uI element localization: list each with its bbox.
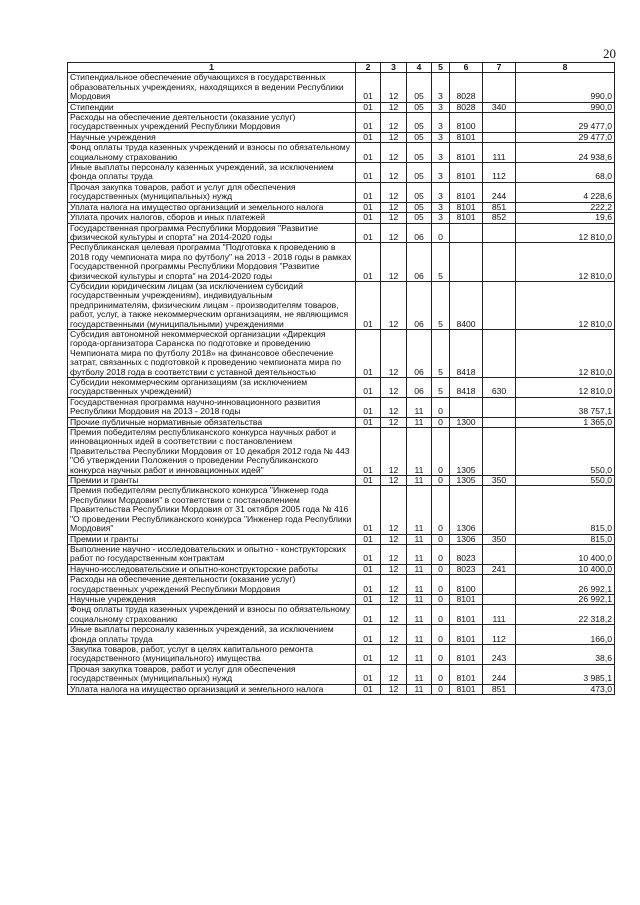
- code-expense-type: [483, 132, 516, 142]
- row-description: Республиканская целевая программа "Подготовка к проведению в 2018 году чемпионата мира по футболу" на 2013 - 2018 годы в рамках Государственной программы Республики Мордовия "Развитие физической культуры и спорта" на 2014-2020 годы: [68, 243, 356, 282]
- code-section: 01: [356, 644, 381, 664]
- code-program: 05: [407, 182, 432, 202]
- column-header: 1: [68, 63, 356, 73]
- code-subsection: 12: [381, 417, 407, 427]
- code-section: 01: [356, 102, 381, 112]
- row-description: Прочие публичные нормативные обязательства: [68, 417, 356, 427]
- code-section: 01: [356, 564, 381, 574]
- row-description: Расходы на обеспечение деятельности (оказание услуг) государственных учреждений Республики Мордовия: [68, 575, 356, 595]
- code-section: 01: [356, 329, 381, 377]
- row-amount: 12 810,0: [516, 281, 615, 329]
- code-expense-type: 851: [483, 684, 516, 694]
- table-row: [68, 378, 615, 398]
- row-amount: 12 810,0: [516, 243, 615, 282]
- table-row: [68, 143, 615, 163]
- row-description: Стипендии: [68, 102, 356, 112]
- code-section: 01: [356, 223, 381, 243]
- code-section: 01: [356, 202, 381, 212]
- code-subprogram: 0: [432, 644, 450, 664]
- row-amount: 815,0: [516, 486, 615, 534]
- row-amount: 166,0: [516, 625, 615, 645]
- code-expense-type: 350: [483, 476, 516, 486]
- table-row: [68, 223, 615, 243]
- row-amount: 10 400,0: [516, 544, 615, 564]
- row-description: Фонд оплаты труда казенных учреждений и взносы по обязательному социальному страхованию: [68, 605, 356, 625]
- code-subprogram: 0: [432, 684, 450, 694]
- table-row: [68, 163, 615, 183]
- code-expense-type: 630: [483, 378, 516, 398]
- code-subprogram: 0: [432, 428, 450, 476]
- code-subsection: 12: [381, 486, 407, 534]
- code-section: 01: [356, 684, 381, 694]
- code-program: 11: [407, 684, 432, 694]
- code-section: 01: [356, 664, 381, 684]
- code-subsection: 12: [381, 564, 407, 574]
- code-subsection: 12: [381, 213, 407, 223]
- row-description: Закупка товаров, работ, услуг в целях капитального ремонта государственного (муниципального) имущества: [68, 644, 356, 664]
- code-program: 11: [407, 664, 432, 684]
- row-description: Государственная программа научно-инновационного развития Республики Мордовия на 2013 - 2018 годы: [68, 397, 356, 417]
- code-program: 06: [407, 329, 432, 377]
- code-program: 11: [407, 564, 432, 574]
- code-expense-type: 852: [483, 213, 516, 223]
- code-target-item: 1305: [450, 428, 483, 476]
- code-target-item: 8400: [450, 281, 483, 329]
- code-expense-type: 244: [483, 182, 516, 202]
- table-row: [68, 397, 615, 417]
- code-expense-type: [483, 428, 516, 476]
- code-expense-type: 112: [483, 625, 516, 645]
- code-program: 11: [407, 534, 432, 544]
- row-description: Фонд оплаты труда казенных учреждений и взносы по обязательному социальному страхованию: [68, 143, 356, 163]
- code-section: 01: [356, 476, 381, 486]
- column-header: 7: [483, 63, 516, 73]
- code-section: 01: [356, 213, 381, 223]
- code-program: 11: [407, 575, 432, 595]
- code-subsection: 12: [381, 223, 407, 243]
- code-target-item: 8100: [450, 113, 483, 133]
- code-program: 11: [407, 476, 432, 486]
- code-program: 11: [407, 397, 432, 417]
- code-target-item: 8101: [450, 605, 483, 625]
- column-header: 3: [381, 63, 407, 73]
- code-expense-type: [483, 73, 516, 102]
- code-program: 06: [407, 223, 432, 243]
- code-expense-type: 350: [483, 534, 516, 544]
- row-amount: 550,0: [516, 476, 615, 486]
- table-row: [68, 182, 615, 202]
- row-amount: 10 400,0: [516, 564, 615, 574]
- table-row: [68, 664, 615, 684]
- code-expense-type: [483, 544, 516, 564]
- code-target-item: 8101: [450, 182, 483, 202]
- code-subprogram: 0: [432, 575, 450, 595]
- code-expense-type: [483, 223, 516, 243]
- code-subprogram: 5: [432, 329, 450, 377]
- code-section: 01: [356, 281, 381, 329]
- code-section: 01: [356, 397, 381, 417]
- code-subprogram: 0: [432, 417, 450, 427]
- code-subprogram: 5: [432, 378, 450, 398]
- code-subsection: 12: [381, 575, 407, 595]
- code-expense-type: [483, 281, 516, 329]
- row-amount: 22 318,2: [516, 605, 615, 625]
- table-row: [68, 534, 615, 544]
- row-amount: 222,2: [516, 202, 615, 212]
- code-target-item: 8101: [450, 202, 483, 212]
- code-subprogram: 0: [432, 594, 450, 604]
- code-program: 05: [407, 143, 432, 163]
- code-subprogram: 3: [432, 182, 450, 202]
- code-section: 01: [356, 417, 381, 427]
- code-expense-type: 111: [483, 143, 516, 163]
- code-subprogram: 0: [432, 625, 450, 645]
- code-subsection: 12: [381, 684, 407, 694]
- table-row: [68, 132, 615, 142]
- row-amount: 12 810,0: [516, 378, 615, 398]
- code-section: 01: [356, 113, 381, 133]
- code-target-item: 8101: [450, 143, 483, 163]
- code-program: 11: [407, 594, 432, 604]
- code-target-item: [450, 223, 483, 243]
- code-expense-type: [483, 397, 516, 417]
- code-subprogram: 5: [432, 243, 450, 282]
- table-row: [68, 202, 615, 212]
- row-description: Стипендиальное обеспечение обучающихся в государственных образовательных учреждениях, находящихся в ведении Республики Мордовия: [68, 73, 356, 102]
- code-target-item: 8101: [450, 213, 483, 223]
- code-program: 05: [407, 213, 432, 223]
- row-description: Научно-исследовательские и опытно-конструкторские работы: [68, 564, 356, 574]
- page-number: 20: [603, 46, 616, 61]
- code-subsection: 12: [381, 281, 407, 329]
- row-description: Премии и гранты: [68, 476, 356, 486]
- row-description: Премия победителям республиканского конкурса "Инженер года Республики Мордовия" в соответствии с постановлением Правительства Республики Мордовия от 31 октября 2005 года № 416 "О проведении Республиканского конкурса "Инженер года Республики Мордовия": [68, 486, 356, 534]
- code-subprogram: 0: [432, 397, 450, 417]
- code-expense-type: [483, 486, 516, 534]
- row-amount: 68,0: [516, 163, 615, 183]
- row-description: Уплата налога на имущество организаций и земельного налога: [68, 202, 356, 212]
- table-row: [68, 243, 615, 282]
- code-subprogram: 0: [432, 476, 450, 486]
- code-subsection: 12: [381, 202, 407, 212]
- code-target-item: 8023: [450, 544, 483, 564]
- row-amount: 990,0: [516, 73, 615, 102]
- code-subprogram: 0: [432, 605, 450, 625]
- code-subprogram: 3: [432, 73, 450, 102]
- code-subprogram: 5: [432, 281, 450, 329]
- table-row: [68, 644, 615, 664]
- code-subsection: 12: [381, 644, 407, 664]
- code-subsection: 12: [381, 243, 407, 282]
- row-description: Субсидия автономной некоммерческой организации «Дирекция города-организатора Саранска по подготовке и проведению Чемпионата мира по футболу 2018» на финансовое обеспечение затрат, связанных с подготовкой к проведению чемпионата мира по футболу 2018 года в соответствии с уставной деятельностью: [68, 329, 356, 377]
- budget-table: [67, 62, 615, 695]
- code-target-item: 1305: [450, 476, 483, 486]
- row-description: Научные учреждения: [68, 594, 356, 604]
- code-program: 05: [407, 202, 432, 212]
- table-row: [68, 113, 615, 133]
- code-program: 05: [407, 163, 432, 183]
- code-subsection: 12: [381, 378, 407, 398]
- code-section: 01: [356, 594, 381, 604]
- table-row: [68, 73, 615, 102]
- code-program: 11: [407, 428, 432, 476]
- code-expense-type: [483, 417, 516, 427]
- code-expense-type: [483, 594, 516, 604]
- code-program: 11: [407, 644, 432, 664]
- table-row: [68, 605, 615, 625]
- table-row: [68, 684, 615, 694]
- code-subsection: 12: [381, 605, 407, 625]
- row-amount: 815,0: [516, 534, 615, 544]
- code-target-item: 8101: [450, 664, 483, 684]
- code-target-item: 8100: [450, 575, 483, 595]
- code-target-item: 1300: [450, 417, 483, 427]
- code-subsection: 12: [381, 113, 407, 133]
- code-subprogram: 0: [432, 664, 450, 684]
- table-row: [68, 102, 615, 112]
- code-subsection: 12: [381, 534, 407, 544]
- column-header: 8: [516, 63, 615, 73]
- row-amount: 473,0: [516, 684, 615, 694]
- row-description: Научные учреждения: [68, 132, 356, 142]
- code-expense-type: 111: [483, 605, 516, 625]
- row-description: Уплата прочих налогов, сборов и иных платежей: [68, 213, 356, 223]
- code-target-item: [450, 397, 483, 417]
- code-section: 01: [356, 534, 381, 544]
- row-amount: 38 757,1: [516, 397, 615, 417]
- row-amount: 12 810,0: [516, 329, 615, 377]
- column-header: 5: [432, 63, 450, 73]
- code-section: 01: [356, 575, 381, 595]
- code-expense-type: 851: [483, 202, 516, 212]
- table-header-row: [68, 63, 615, 73]
- row-description: Прочая закупка товаров, работ и услуг для обеспечения государственных (муниципальных) нужд: [68, 664, 356, 684]
- code-program: 11: [407, 544, 432, 564]
- row-amount: 24 938,6: [516, 143, 615, 163]
- code-target-item: 8101: [450, 644, 483, 664]
- code-program: 11: [407, 605, 432, 625]
- column-header: 6: [450, 63, 483, 73]
- code-program: 11: [407, 625, 432, 645]
- row-amount: 4 228,6: [516, 182, 615, 202]
- code-subsection: 12: [381, 102, 407, 112]
- code-subprogram: 3: [432, 113, 450, 133]
- code-subsection: 12: [381, 625, 407, 645]
- code-expense-type: 241: [483, 564, 516, 574]
- table-row: [68, 625, 615, 645]
- code-subprogram: 0: [432, 564, 450, 574]
- row-description: Субсидии юридическим лицам (за исключением субсидий государственным учреждениям), индивидуальным предпринимателям, физическим лицам - производителям товаров, работ, услуг, а также некоммерческим организациям, не являющимся государственными (муниципальными) учреждениями: [68, 281, 356, 329]
- code-expense-type: [483, 113, 516, 133]
- code-section: 01: [356, 605, 381, 625]
- column-header: 2: [356, 63, 381, 73]
- code-expense-type: 340: [483, 102, 516, 112]
- code-program: 05: [407, 102, 432, 112]
- code-subprogram: 0: [432, 223, 450, 243]
- code-target-item: 8101: [450, 132, 483, 142]
- row-description: Уплата налога на имущество организаций и земельного налога: [68, 684, 356, 694]
- code-subsection: 12: [381, 329, 407, 377]
- row-description: Субсидии некоммерческим организациям (за исключением государственных учреждений): [68, 378, 356, 398]
- code-program: 05: [407, 113, 432, 133]
- code-subprogram: 0: [432, 534, 450, 544]
- code-section: 01: [356, 132, 381, 142]
- code-subprogram: 3: [432, 143, 450, 163]
- code-subsection: 12: [381, 544, 407, 564]
- code-subsection: 12: [381, 594, 407, 604]
- code-expense-type: [483, 575, 516, 595]
- code-target-item: 8418: [450, 329, 483, 377]
- code-subsection: 12: [381, 182, 407, 202]
- code-subprogram: 3: [432, 132, 450, 142]
- code-target-item: 8023: [450, 564, 483, 574]
- code-subsection: 12: [381, 476, 407, 486]
- code-target-item: 1306: [450, 486, 483, 534]
- code-section: 01: [356, 243, 381, 282]
- table-row: [68, 213, 615, 223]
- code-target-item: 8418: [450, 378, 483, 398]
- code-program: 06: [407, 243, 432, 282]
- code-section: 01: [356, 73, 381, 102]
- row-amount: 3 985,1: [516, 664, 615, 684]
- table-row: [68, 329, 615, 377]
- table-row: [68, 417, 615, 427]
- code-program: 05: [407, 73, 432, 102]
- row-amount: 550,0: [516, 428, 615, 476]
- code-subsection: 12: [381, 664, 407, 684]
- row-amount: 12 810,0: [516, 223, 615, 243]
- code-expense-type: 244: [483, 664, 516, 684]
- code-subprogram: 0: [432, 486, 450, 534]
- table-row: [68, 486, 615, 534]
- table-row: [68, 476, 615, 486]
- code-section: 01: [356, 378, 381, 398]
- row-amount: 38,6: [516, 644, 615, 664]
- code-subsection: 12: [381, 397, 407, 417]
- code-target-item: 1306: [450, 534, 483, 544]
- code-section: 01: [356, 428, 381, 476]
- code-subprogram: 0: [432, 544, 450, 564]
- code-program: 11: [407, 486, 432, 534]
- code-expense-type: [483, 243, 516, 282]
- row-amount: 26 992,1: [516, 575, 615, 595]
- table-row: [68, 281, 615, 329]
- row-amount: 26 992,1: [516, 594, 615, 604]
- code-expense-type: [483, 329, 516, 377]
- code-target-item: 8101: [450, 594, 483, 604]
- code-program: 06: [407, 281, 432, 329]
- row-description: Премии и гранты: [68, 534, 356, 544]
- row-amount: 1 365,0: [516, 417, 615, 427]
- code-section: 01: [356, 143, 381, 163]
- code-expense-type: 112: [483, 163, 516, 183]
- row-description: Государственная программа Республики Мордовия "Развитие физической культуры и спорта" на 2014-2020 годы: [68, 223, 356, 243]
- code-subprogram: 3: [432, 213, 450, 223]
- code-target-item: 8101: [450, 684, 483, 694]
- code-subsection: 12: [381, 428, 407, 476]
- code-section: 01: [356, 182, 381, 202]
- row-amount: 29 477,0: [516, 113, 615, 133]
- row-description: Выполнение научно - исследовательских и опытно - конструкторских работ по государственным контрактам: [68, 544, 356, 564]
- code-subsection: 12: [381, 163, 407, 183]
- row-description: Премия победителям республиканского конкурса научных работ и инновационных идей в соответствии с постановлением Правительства Республики Мордовия от 10 декабря 2012 года № 443 "Об утверждении Положения о проведении Республиканского конкурса научных работ и инновационных идей": [68, 428, 356, 476]
- code-target-item: 8101: [450, 625, 483, 645]
- row-description: Иные выплаты персоналу казенных учреждений, за исключением фонда оплаты труда: [68, 163, 356, 183]
- code-expense-type: 243: [483, 644, 516, 664]
- table-body: [68, 73, 615, 695]
- code-subsection: 12: [381, 73, 407, 102]
- code-subprogram: 3: [432, 202, 450, 212]
- code-section: 01: [356, 486, 381, 534]
- table-row: [68, 564, 615, 574]
- row-amount: 29 477,0: [516, 132, 615, 142]
- code-subprogram: 3: [432, 163, 450, 183]
- row-amount: 19,6: [516, 213, 615, 223]
- code-subsection: 12: [381, 143, 407, 163]
- row-description: Расходы на обеспечение деятельности (оказание услуг) государственных учреждений Республики Мордовия: [68, 113, 356, 133]
- code-target-item: 8028: [450, 102, 483, 112]
- table-row: [68, 594, 615, 604]
- code-target-item: 8101: [450, 163, 483, 183]
- table-row: [68, 575, 615, 595]
- code-program: 05: [407, 132, 432, 142]
- table-row: [68, 428, 615, 476]
- row-description: Иные выплаты персоналу казенных учреждений, за исключением фонда оплаты труда: [68, 625, 356, 645]
- code-subsection: 12: [381, 132, 407, 142]
- code-subprogram: 3: [432, 102, 450, 112]
- code-program: 11: [407, 417, 432, 427]
- row-amount: 990,0: [516, 102, 615, 112]
- row-description: Прочая закупка товаров, работ и услуг для обеспечения государственных (муниципальных) нужд: [68, 182, 356, 202]
- table-row: [68, 544, 615, 564]
- column-header: 4: [407, 63, 432, 73]
- code-section: 01: [356, 163, 381, 183]
- code-target-item: [450, 243, 483, 282]
- code-target-item: 8028: [450, 73, 483, 102]
- code-section: 01: [356, 625, 381, 645]
- code-section: 01: [356, 544, 381, 564]
- code-program: 06: [407, 378, 432, 398]
